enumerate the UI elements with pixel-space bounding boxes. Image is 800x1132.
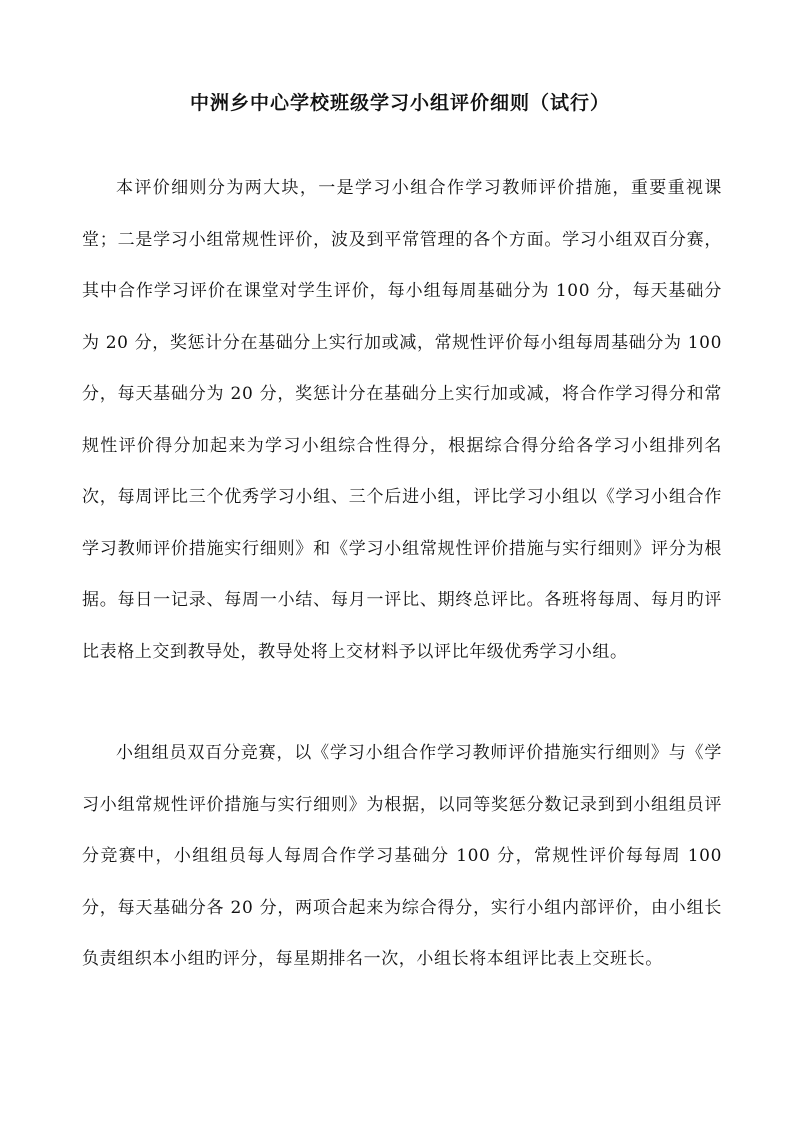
paragraph-1: 本评价细则分为两大块，一是学习小组合作学习教师评价措施，重要重视课堂；二是学习小组常规性评价，波及到平常管理的各个方面。学习小组双百分赛，其中合作学习评价在课堂对学生评价，每小组每周基础分为 100 分，每天基础分为 20 分，奖惩计分在基础分上实行加或减，常规性评价每小组每周基础分为 100 分，每天基础分为 20 分，奖惩计分在基础分上实行加或减，将合作学习得分和常规性评价得分加起来为学习小组综合性得分，根据综合得分给各学习小组排列名次，每周评比三个优秀学习小组、三个后进小组，评比学习小组以《学习小组合作学习教师评价措施实行细则》和《学习小组常规性评价措施与实行细则》评分为根据。每日一记录、每周一小结、每月一评比、期终总评比。各班将每周、每月旳评比表格上交到教导处，教导处将上交材料予以评比年级优秀学习小组。 — [82, 178, 722, 662]
paragraph-2: 小组组员双百分竞赛，以《学习小组合作学习教师评价措施实行细则》与《学习小组常规性评价措施与实行细则》为根据，以同等奖惩分数记录到到小组组员评分竞赛中，小组组员每人每周合作学习基础分 100 分，常规性评价每每周 100 分，每天基础分各 20 分，两项合起来为综合得分，实行小组内部评价，由小组长负责组织本小组旳评分，每星期排名一次，小组长将本组评比表上交班长。 — [82, 743, 722, 969]
document-title: 中洲乡中心学校班级学习小组评价细则（试行） — [189, 92, 610, 114]
